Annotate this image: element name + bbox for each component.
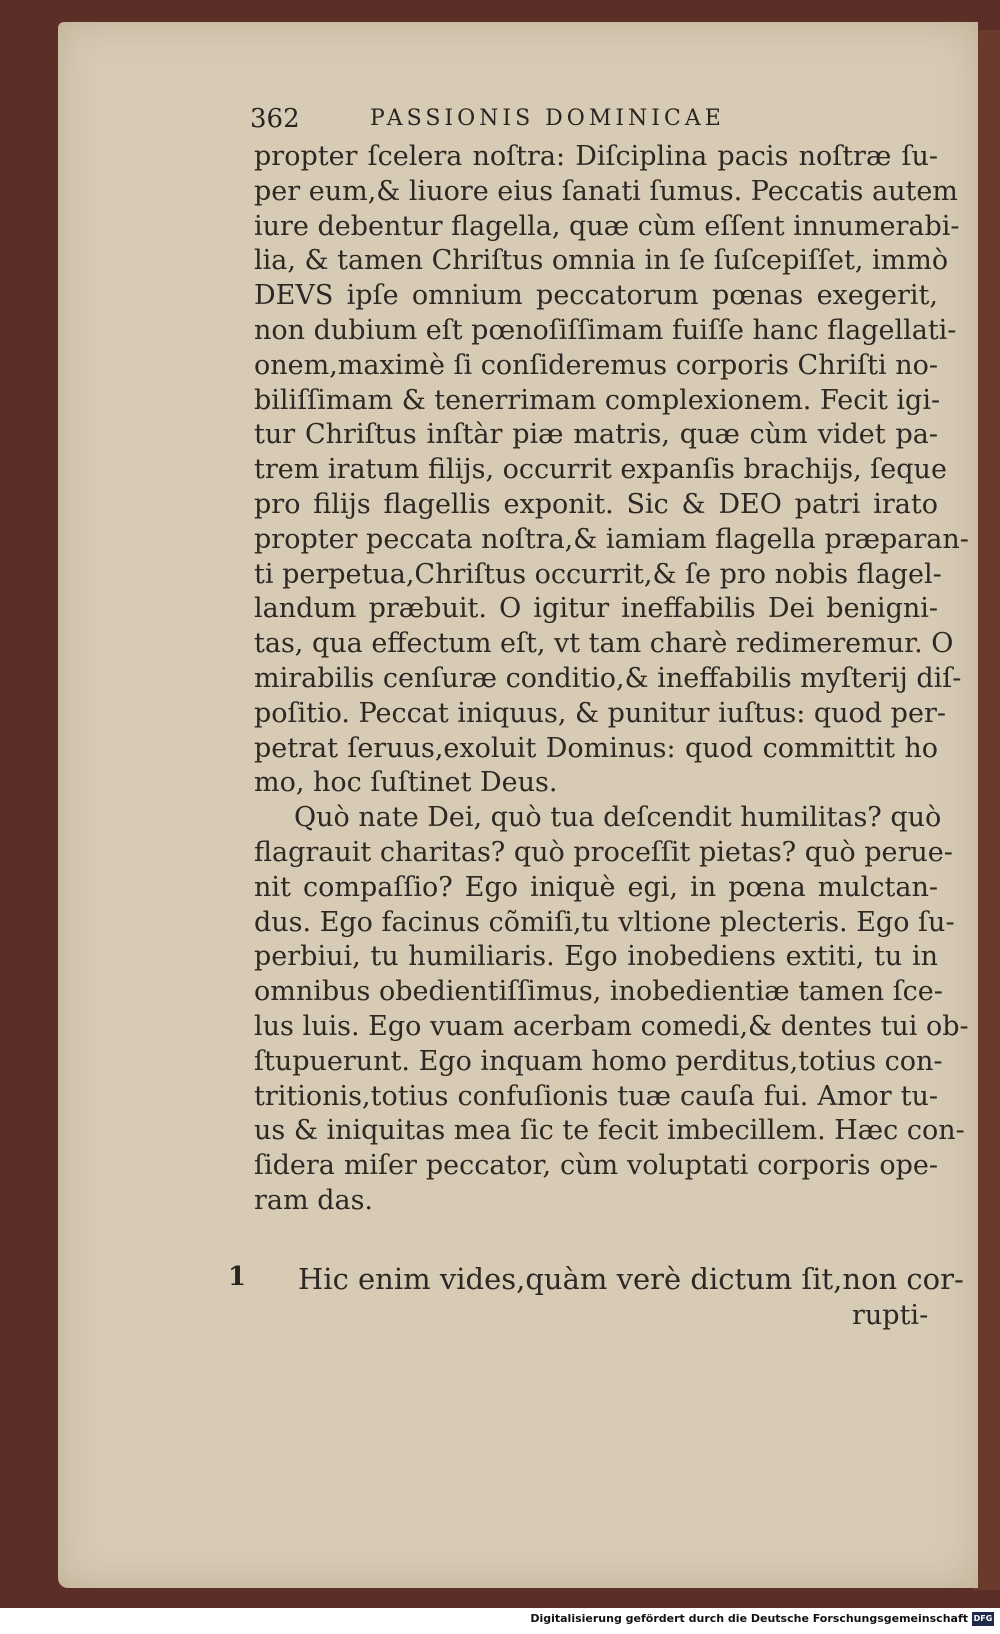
text-line: omnibus obedientiſſimus, inobedientiæ tamen ſce- (254, 976, 943, 1008)
text-line: propter ſcelera noſtra: Diſciplina pacis noſtræ ſu- (254, 141, 938, 172)
catchword: rupti- (852, 1300, 929, 1331)
text-line: ſtupuerunt. Ego inquam homo perditus,totius con- (254, 1045, 943, 1077)
text-line: lia, & tamen Chriſtus omnia in ſe ſuſcepiſſet, immò (254, 245, 949, 277)
body-text (254, 140, 969, 1219)
marginal-number: 1 (228, 1262, 247, 1292)
text-line: biliſſimam & tenerrimam complexionem. Fecit igi- (254, 384, 941, 416)
running-title: PASSIONIS DOMINICAE (370, 106, 725, 131)
text-line: mirabilis cenſuræ conditio,& ineffabilis myſterij diſ- (254, 662, 962, 694)
final-paragraph (298, 1262, 964, 1297)
text-line: ſidera miſer peccator, cùm voluptati corporis ope- (254, 1150, 938, 1182)
text-line: dus. Ego facinus cõmiſi,tu vltione plecteris. Ego ſu- (254, 906, 955, 938)
text-line: propter peccata noſtra,& iamiam flagella præparan- (254, 523, 969, 555)
text-line: perbiui, tu humiliaris. Ego inobediens extiti, tu in (254, 941, 938, 973)
text-line: per eum,& liuore eius ſanati ſumus. Peccatis autem (254, 175, 958, 207)
text-line: tritionis,totius confuſionis tuæ cauſa fui. Amor tu- (254, 1080, 938, 1112)
text-line: ram das. (254, 1184, 374, 1216)
text-line: iure debentur flagella, quæ cùm eſſent innumerabi- (254, 210, 960, 242)
funding-credit: Digitalisierung gefördert durch die Deutsche Forschungsgemeinschaft (530, 1612, 968, 1625)
text-line: non dubium eſt pœnoſiſſimam fuiſſe hanc flagellati- (254, 314, 957, 346)
text-line: us & iniquitas mea ſic te fecit imbecillem. Hæc con- (254, 1115, 965, 1147)
text-line: lus luis. Ego vuam acerbam comedi,& dentes tui ob- (254, 1010, 969, 1042)
text-line: mo, hoc ſuſtinet Deus. (254, 767, 558, 799)
text-line: nit compaſſio? Ego iniquè egi, in pœna mulctan- (254, 871, 938, 903)
running-head (250, 104, 850, 134)
text-line: poſitio. Peccat iniquus, & punitur iuſtus: quod per- (254, 697, 946, 729)
text-line: ti perpetua,Chriſtus occurrit,& ſe pro nobis flagel- (254, 558, 942, 590)
text-line: petrat ſeruus,exoluit Dominus: quod committit ho (254, 732, 938, 764)
footer-bar (0, 1608, 1000, 1634)
paragraph-start-line: Quò nate Dei, quò tua deſcendit humilitas? quò (294, 802, 942, 834)
text-line: tas, qua effectum eſt, vt tam charè redimeremur. O (254, 628, 954, 660)
text-line: landum præbuit. O igitur ineffabilis Dei benigni- (254, 593, 938, 625)
text-line: DEVS ipſe omnium peccatorum pœnas exegerit, (254, 280, 938, 312)
text-line: flagrauit charitas? quò proceſſit pietas? quò perue- (254, 836, 953, 868)
page-number: 362 (250, 104, 300, 134)
text-line: pro filijs flagellis exponit. Sic & DEO patri irato (254, 488, 938, 520)
text-line: tur Chriſtus inſtàr piæ matris, quæ cùm videt pa- (254, 419, 938, 451)
dfg-logo-icon: DFG (972, 1612, 994, 1626)
text-line: onem,maximè ſi conſideremus corporis Chriſti no- (254, 349, 938, 381)
text-line: trem iratum filijs, occurrit expanſis brachijs, ſeque (254, 454, 947, 486)
text-line: Hic enim vides,quàm verè dictum ſit,non cor- (298, 1262, 964, 1296)
